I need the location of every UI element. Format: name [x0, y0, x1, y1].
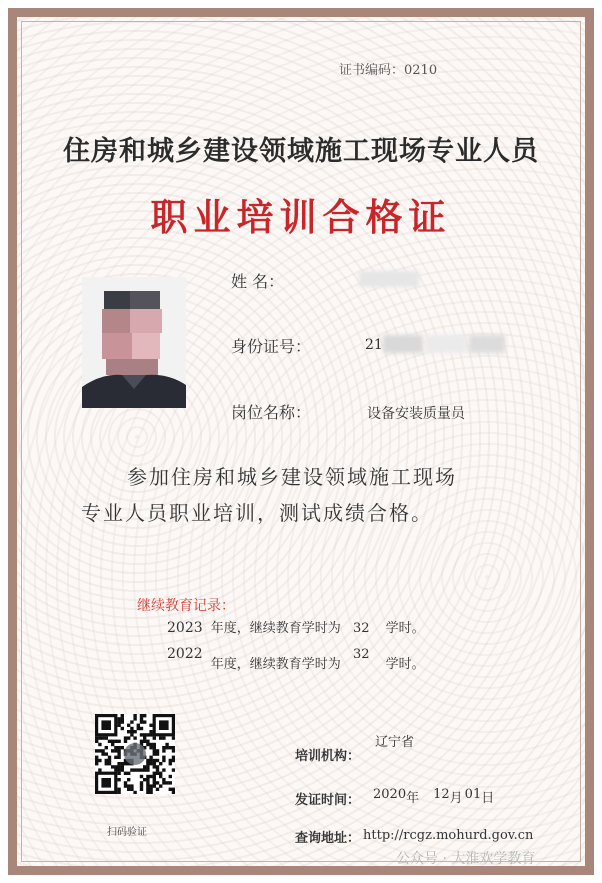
issue-date-month: 12 [433, 787, 450, 802]
education-text-b: 学时。 [385, 621, 425, 636]
statement-line1: 参加住房和城乡建设领域施工现场 [127, 465, 457, 489]
id-label: 身份证号： [231, 337, 312, 356]
id-value: 21 [365, 337, 383, 353]
issue-date-month-unit: 月 [449, 791, 463, 806]
issue-date [373, 783, 495, 806]
post-label: 岗位名称： [231, 403, 312, 422]
education-text-a: 年度，继续教育学时为 [210, 621, 341, 636]
education-hours: 32 [352, 621, 370, 636]
id-redaction-2 [425, 335, 467, 353]
id-redaction-3 [469, 335, 505, 353]
training-org-label: 培训机构： [295, 749, 361, 764]
certificate-number [339, 59, 437, 78]
watermark: 公众号 · 大淮欢学教育 [396, 851, 536, 867]
issue-date-label: 发证时间： [295, 793, 361, 808]
education-record [167, 643, 425, 672]
name-label: 姓 名： [231, 272, 285, 291]
issue-date-year: 2020 [373, 787, 407, 802]
scan-to-verify-label: 扫码验证 [107, 827, 147, 838]
holder-photo [82, 277, 186, 408]
id-redaction-1 [383, 335, 423, 353]
education-text-b: 学时。 [385, 657, 425, 672]
issue-date-day-unit: 日 [481, 791, 495, 806]
name-redaction [359, 271, 419, 287]
qr-code-image [95, 714, 175, 794]
education-year: 2022 [167, 646, 203, 662]
post-value: 设备安装质量员 [367, 406, 465, 422]
title-line1: 住房和城乡建设领域施工现场专业人员 [63, 136, 539, 167]
education-hours: 32 [352, 647, 370, 662]
issue-date-day: 01 [464, 787, 482, 802]
training-org-value: 辽宁省 [375, 735, 415, 750]
query-address-link[interactable]: http://rcgz.mohurd.gov.cn [363, 828, 534, 843]
query-address-label: 查询地址： [295, 831, 361, 846]
certificate-number-label: 证书编码： [339, 63, 405, 78]
certificate [8, 8, 594, 875]
education-title: 继续教育记录： [137, 598, 235, 614]
title-line2: 职业培训合格证 [150, 195, 452, 239]
qr-code[interactable] [95, 714, 175, 794]
statement-line2: 专业人员职业培训，测试成绩合格。 [81, 501, 433, 525]
education-text-a: 年度，继续教育学时为 [210, 657, 341, 672]
education-year: 2023 [167, 620, 203, 636]
education-record [167, 617, 425, 636]
certificate-number-value: 0210 [404, 63, 438, 78]
holder-photo-image [82, 277, 186, 408]
issue-date-year-unit: 年 [406, 791, 420, 806]
